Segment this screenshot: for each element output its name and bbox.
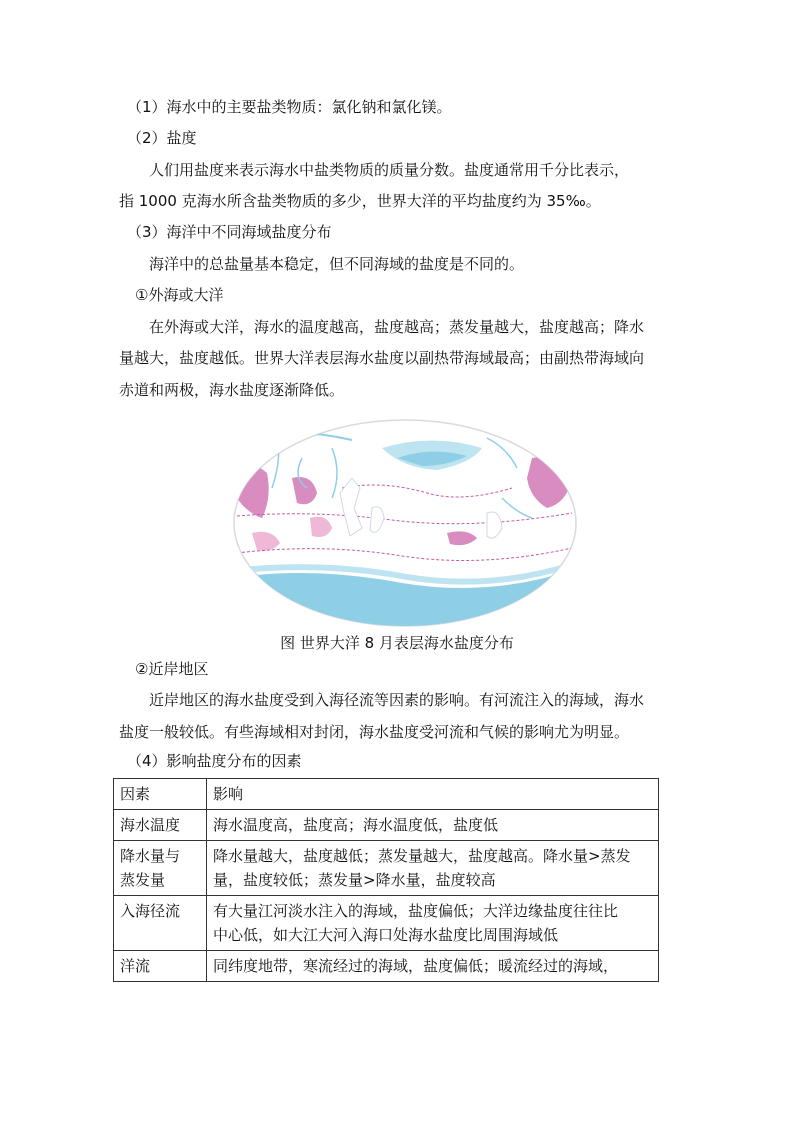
factor-cell: 洋流 — [114, 951, 207, 982]
table-row — [114, 841, 659, 896]
coastal-line-2: 盐度一般较低。有些海域相对封闭，海水盐度受河流和气候的影响尤为明显。 — [119, 723, 630, 741]
item-4-factors-heading: （4）影响盐度分布的因素 — [127, 752, 302, 770]
table-header-cell: 因素 — [114, 779, 207, 810]
coastal-line-1: 近岸地区的海水盐度受到入海径流等因素的影响。有河流注入的海域，海水 — [149, 691, 645, 709]
effect-cell: 同纬度地带，寒流经过的海域，盐度偏低；暖流经过的海域， — [207, 951, 659, 982]
coastal-heading: ②近岸地区 — [135, 660, 209, 678]
total-salt-paragraph: 海洋中的总盐量基本稳定，但不同海域的盐度是不同的。 — [149, 255, 525, 273]
factor-cell: 海水温度 — [114, 810, 207, 841]
open-ocean-line-1: 在外海或大洋，海水的温度越高，盐度越高；蒸发量越大，盐度越高；降水 — [149, 318, 645, 336]
world-ocean-salinity-map — [232, 418, 578, 628]
factor-cell: 降水量与 蒸发量 — [114, 841, 207, 896]
salinity-factors-table — [113, 778, 659, 982]
figure-caption: 图 世界大洋 8 月表层海水盐度分布 — [280, 634, 514, 652]
item-1-main-salts: （1）海水中的主要盐类物质：氯化钠和氯化镁。 — [127, 98, 452, 116]
open-ocean-line-3: 赤道和两极，海水盐度逐渐降低。 — [119, 381, 345, 399]
table-row — [114, 810, 659, 841]
table-row — [114, 951, 659, 982]
table-header-cell: 影响 — [207, 779, 659, 810]
salinity-definition-line-2: 指 1000 克海水所含盐类物质的多少，世界大洋的平均盐度约为 35‰。 — [119, 192, 601, 210]
effect-cell: 有大量江河淡水注入的海域，盐度偏低；大洋边缘盐度往往比 中心低，如大江大河入海口处海水盐度比周围海域低 — [207, 896, 659, 951]
factor-cell: 入海径流 — [114, 896, 207, 951]
item-2-salinity-heading: （2）盐度 — [127, 129, 197, 147]
item-3-distribution-heading: （3）海洋中不同海域盐度分布 — [127, 223, 332, 241]
table-header-row — [114, 779, 659, 810]
open-ocean-line-2: 量越大，盐度越低。世界大洋表层海水盐度以副热带海域最高；由副热带海域向 — [119, 349, 645, 367]
open-ocean-heading: ①外海或大洋 — [135, 286, 224, 304]
table-row — [114, 896, 659, 951]
effect-cell: 海水温度高，盐度高；海水温度低，盐度低 — [207, 810, 659, 841]
salinity-definition-line-1: 人们用盐度来表示海水中盐类物质的质量分数。盐度通常用千分比表示， — [149, 161, 630, 179]
effect-cell: 降水量越大，盐度越低；蒸发量越大，盐度越高。降水量>蒸发 量，盐度较低；蒸发量>降水量，盐度较高 — [207, 841, 659, 896]
